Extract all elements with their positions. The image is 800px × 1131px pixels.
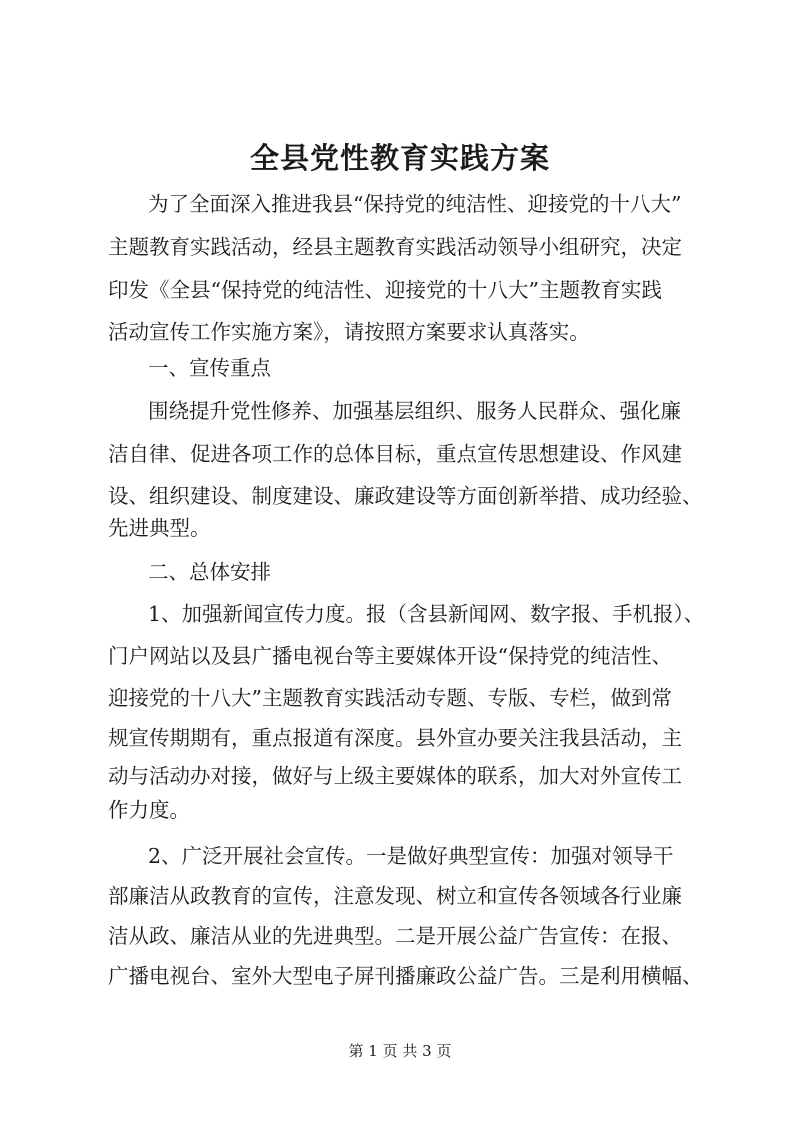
page-number-footer: 第 1 页 共 3 页	[348, 1042, 452, 1060]
paragraph-line: 规宣传期期有，重点报道有深度。县外宣办要关注我县活动，主	[108, 726, 682, 750]
paragraph-line: 作力度。	[108, 798, 190, 822]
paragraph-line: 广播电视台、室外大型电子屏刊播廉政公益广告。三是利用横幅、	[108, 964, 703, 988]
section-heading: 二、总体安排	[148, 560, 271, 584]
paragraph-line: 围绕提升党性修养、加强基层组织、服务人民群众、强化廉	[148, 399, 681, 423]
paragraph-line: 1、加强新闻宣传力度。报（含县新闻网、数字报、手机报）、	[148, 602, 705, 626]
paragraph-line: 动与活动办对接，做好与上级主要媒体的联系，加大对外宣传工	[108, 764, 682, 788]
document-title: 全县党性教育实践方案	[249, 141, 550, 175]
paragraph-line: 为了全面深入推进我县“保持党的纯洁性、迎接党的十八大”	[148, 192, 682, 216]
section-heading: 一、宣传重点	[148, 356, 271, 380]
paragraph-line: 2、广泛开展社会宣传。一是做好典型宣传：加强对领导干	[148, 844, 674, 868]
paragraph-line: 迎接党的十八大”主题教育实践活动专题、专版、专栏，做到常	[108, 686, 672, 710]
paragraph-line: 先进典型。	[108, 516, 211, 540]
paragraph-line: 印发《全县“保持党的纯洁性、迎接党的十八大”主题教育实践	[108, 278, 662, 302]
paragraph-line: 洁从政、廉洁从业的先进典型。二是开展公益广告宣传：在报、	[108, 924, 682, 948]
paragraph-line: 设、组织建设、制度建设、廉政建设等方面创新举措、成功经验、	[108, 484, 703, 508]
paragraph-line: 门户网站以及县广播电视台等主要媒体开设“保持党的纯洁性、	[108, 644, 672, 668]
paragraph-line: 洁自律、促进各项工作的总体目标，重点宣传思想建设、作风建	[108, 442, 682, 466]
paragraph-line: 部廉洁从政教育的宣传，注意发现、树立和宣传各领域各行业廉	[108, 884, 682, 908]
paragraph-line: 活动宣传工作实施方案》，请按照方案要求认真落实。	[108, 320, 590, 344]
paragraph-line: 主题教育实践活动，经县主题教育实践活动领导小组研究，决定	[108, 235, 682, 259]
